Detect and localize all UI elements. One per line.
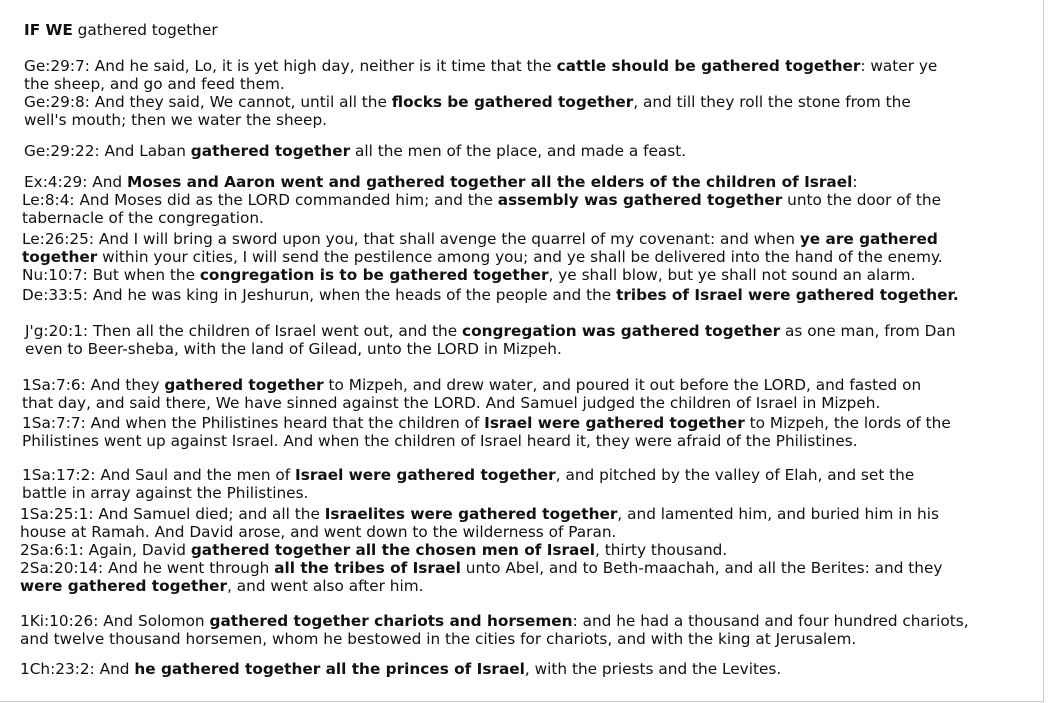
- verse-line: [22, 395, 921, 413]
- verse-text: even to Beer-sheba, with the land of Gilead, unto the LORD in Mizpeh.: [25, 339, 562, 358]
- verse-line: [22, 231, 943, 249]
- verse-line: [25, 323, 956, 341]
- verse-text: that day, and said there, We have sinned against the LORD. And Samuel judged the children of Israel in Mizpeh.: [22, 393, 881, 412]
- verse-text: within your cities, I will send the pestilence among you; and ye shall be delivered into the hand of the enemy.: [97, 247, 943, 266]
- verse-text: : water ye: [860, 57, 938, 75]
- verse: [22, 377, 921, 412]
- verse-line: [20, 578, 942, 596]
- verse: [22, 231, 943, 266]
- verse-text: Philistines went up against Israel. And when the children of Israel heard it, they were afraid of the Philistines.: [22, 431, 858, 450]
- verse-line: [22, 287, 959, 305]
- verse-emphasis: assembly was gathered together: [497, 191, 783, 209]
- verse-line: [24, 143, 686, 161]
- verse-text: , thirty thousand.: [595, 541, 728, 559]
- verse-line: [20, 661, 781, 679]
- verse-text: , and lamented him, and buried him in his: [617, 505, 939, 523]
- verse-line: [24, 76, 937, 94]
- verse: [24, 143, 686, 161]
- verse-line: [20, 524, 939, 542]
- verse-emphasis: gathered together all the chosen men of Israel: [190, 541, 595, 559]
- verse-text: unto the door of the: [782, 191, 942, 209]
- verse: [24, 174, 858, 192]
- verse-text: Ge:29:8: And they said, We cannot, until all the: [24, 93, 392, 111]
- verse-line: [20, 613, 969, 631]
- verse-text: , and till they roll the stone from the: [633, 93, 911, 111]
- verse-line: [20, 560, 942, 578]
- verse-emphasis: gathered together: [190, 142, 351, 160]
- verse-emphasis: Israel were gathered together: [484, 414, 745, 432]
- verse-text: Ge:29:22: And Laban: [24, 142, 191, 160]
- verse: [20, 661, 781, 679]
- verse: [25, 323, 956, 358]
- verse: [24, 58, 937, 93]
- verse-text: , ye shall blow, but ye shall not sound an alarm.: [548, 266, 916, 284]
- verse-line: [22, 267, 915, 285]
- verse-emphasis: ye are gathered: [799, 230, 938, 248]
- verse-text: battle in array against the Philistines.: [22, 483, 309, 502]
- verse-line: [20, 542, 727, 560]
- verse-emphasis: tribes of Israel were gathered together.: [616, 286, 959, 304]
- verse: [20, 542, 727, 560]
- verse-text: 2Sa:20:14: And he went through: [20, 559, 275, 577]
- verse-line: [20, 631, 969, 649]
- verse-emphasis: Moses and Aaron went and gathered together all the elders of the children of Israel: [126, 173, 853, 191]
- verse: [20, 613, 969, 648]
- verse-text: 1Sa:7:6: And they: [22, 376, 165, 394]
- verse-text: J'g:20:1: Then all the children of Israel went out, and the: [25, 322, 463, 340]
- verse-line: [22, 467, 914, 485]
- verse: [22, 192, 941, 227]
- verse: [22, 267, 915, 285]
- verse: [20, 506, 939, 541]
- verse-emphasis: cattle should be gathered together: [556, 57, 861, 75]
- verse-text: 1Sa:25:1: And Samuel died; and all the: [20, 505, 325, 523]
- verse: [22, 287, 959, 305]
- verse: [20, 560, 942, 595]
- verse-text: 1Ch:23:2: And: [20, 660, 135, 678]
- verse-text: tabernacle of the congregation.: [22, 208, 264, 227]
- verse-line: [22, 210, 941, 228]
- verse-emphasis: all the tribes of Israel: [274, 559, 461, 577]
- page-heading: [24, 21, 218, 39]
- verse-text: Le:8:4: And Moses did as the LORD commanded him; and the: [22, 191, 498, 209]
- verse-line: [22, 485, 914, 503]
- verse-line: [22, 377, 921, 395]
- verse-text: , and went also after him.: [227, 576, 424, 595]
- verse-line: [22, 415, 951, 433]
- verse-line: [22, 192, 941, 210]
- verse-line: [20, 506, 939, 524]
- verse-emphasis: gathered together: [164, 376, 324, 394]
- verse-text: , and pitched by the valley of Elah, and set the: [555, 466, 915, 484]
- verse: [24, 94, 911, 129]
- verse-text: unto Abel, and to Beth-maachah, and all the Berites: and they: [460, 559, 943, 577]
- verse-text: well's mouth; then we water the sheep.: [24, 110, 328, 129]
- verse-text: 2Sa:6:1: Again, David: [20, 541, 191, 559]
- verse-text: 1Sa:17:2: And Saul and the men of: [22, 466, 296, 484]
- heading-bold: IF WE: [24, 21, 73, 39]
- verse-emphasis: were gathered together: [20, 576, 228, 595]
- verse-line: [24, 112, 911, 130]
- verse: [22, 467, 914, 502]
- heading-rest: gathered together: [72, 21, 218, 39]
- verse-text: Nu:10:7: But when the: [22, 266, 200, 284]
- verse-line: [24, 174, 858, 192]
- verse-text: the sheep, and go and feed them.: [24, 74, 285, 93]
- verse-emphasis: gathered together chariots and horsemen: [209, 612, 573, 630]
- verse-text: Ge:29:7: And he said, Lo, it is yet high day, neither is it time that the: [24, 57, 557, 75]
- verse-emphasis: flocks be gathered together: [391, 93, 634, 111]
- verse-text: 1Sa:7:7: And when the Philistines heard that the children of: [22, 414, 485, 432]
- verse: [22, 415, 951, 450]
- verse-text: all the men of the place, and made a feast.: [350, 142, 687, 160]
- verse-text: :: [852, 173, 858, 191]
- verse-emphasis: congregation was gathered together: [462, 322, 781, 340]
- verse-text: De:33:5: And he was king in Jeshurun, when the heads of the people and the: [22, 286, 617, 304]
- verse-line: [24, 94, 911, 112]
- verse-text: to Mizpeh, and drew water, and poured it out before the LORD, and fasted on: [323, 376, 922, 394]
- verse-emphasis: Israel were gathered together: [295, 466, 556, 484]
- verse-text: to Mizpeh, the lords of the: [744, 414, 951, 432]
- verse-text: Ex:4:29: And: [24, 173, 127, 191]
- verse-emphasis: congregation is to be gathered together: [199, 266, 549, 284]
- verse-line: [25, 341, 956, 359]
- verse-emphasis: he gathered together all the princes of Israel: [134, 660, 525, 678]
- verse-text: and twelve thousand horsemen, whom he bestowed in the cities for chariots, and with the king at Jerusalem.: [20, 629, 857, 648]
- verse-text: house at Ramah. And David arose, and went down to the wilderness of Paran.: [20, 522, 617, 541]
- verse-text: : and he had a thousand and four hundred chariots,: [572, 612, 969, 630]
- verse-text: Le:26:25: And I will bring a sword upon you, that shall avenge the quarrel of my covenant: and when: [22, 230, 800, 248]
- verse-emphasis: Israelites were gathered together: [324, 505, 618, 523]
- verse-line: [22, 433, 951, 451]
- verse-line: [22, 249, 943, 267]
- verse-text: 1Ki:10:26: And Solomon: [20, 612, 210, 630]
- verse-line: [24, 58, 937, 76]
- verse-emphasis: together: [22, 247, 98, 266]
- verse-text: as one man, from Dan: [780, 322, 956, 340]
- verse-text: , with the priests and the Levites.: [524, 660, 782, 678]
